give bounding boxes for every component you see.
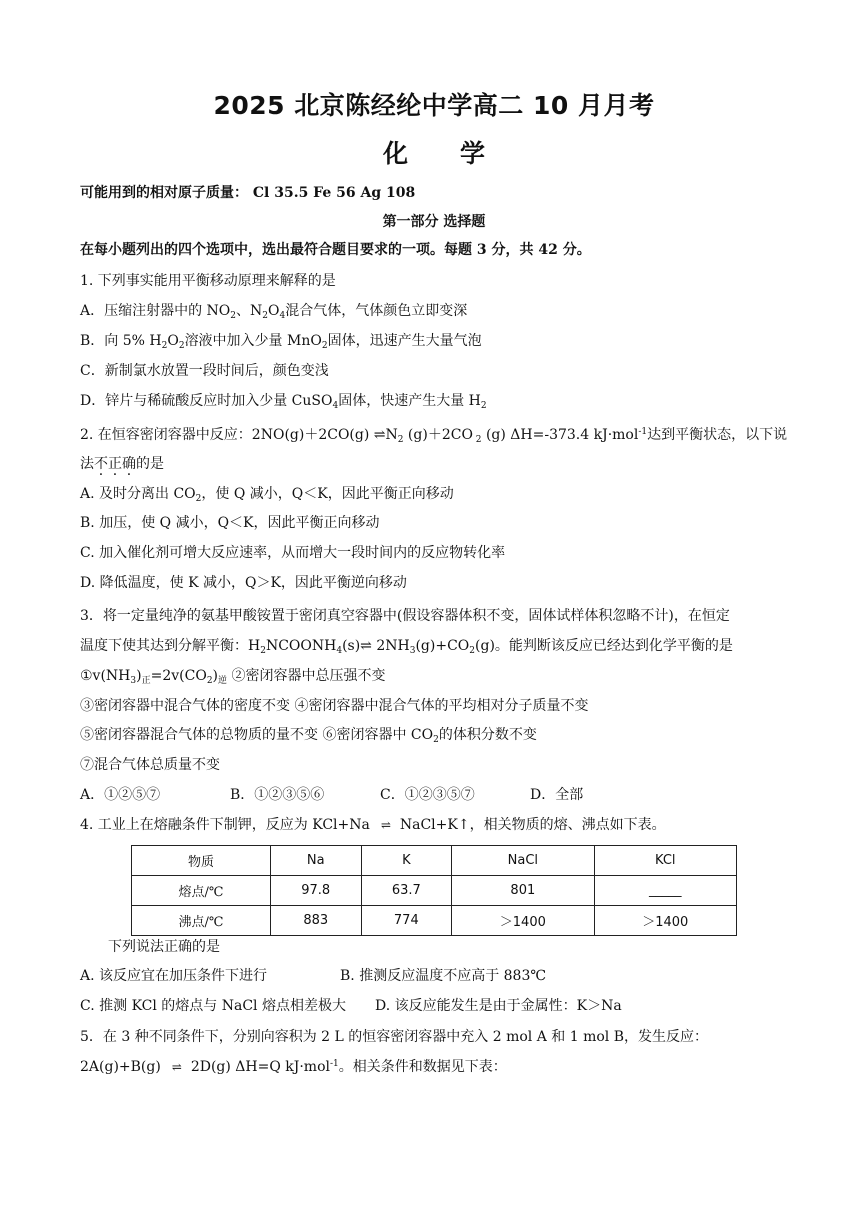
q3-option-b: B．①②③⑤⑥ [230, 787, 325, 803]
q2-option-b: B. 加压，使 Q 减小，Q＜K，因此平衡正向移动 [80, 515, 380, 531]
atomic-masses: 可能用到的相对原子质量： Cl 35.5 Fe 56 Ag 108 [80, 185, 416, 201]
q4-table [131, 845, 737, 936]
q4-options-row1 [80, 966, 808, 986]
table-cell: 801 [452, 876, 594, 906]
q3-option-a: A．①②⑤⑦ [80, 787, 161, 803]
reversible-arrow-icon: ⇌ [171, 1060, 180, 1074]
table-header: KCl [594, 846, 736, 876]
subject-heading [0, 134, 868, 170]
subject-char-2: 学 [460, 139, 486, 168]
table-header: 物质 [132, 846, 271, 876]
q3-option-d: D．全部 [530, 787, 584, 803]
table-row [132, 906, 737, 936]
q3-options [80, 785, 808, 805]
q1-option-b: B．向 5% $H_2O_2$溶液中加入少量 MnO$_2$固体，迅速产生大量气泡 [80, 333, 482, 351]
table-header: NaCl [452, 846, 594, 876]
subject-char-1: 化 [382, 139, 408, 168]
q4-option-a: A. 该反应宜在加压条件下进行 [80, 968, 268, 984]
q4-option-d: D. 该反应能发生是由于金属性：K＞Na [375, 998, 622, 1014]
q1-option-c: C．新制氯水放置一段时间后，颜色变浅 [80, 363, 329, 379]
q4-option-b: B. 推测反应温度不应高于 883℃ [340, 968, 547, 984]
q1-option-d: D．锌片与稀硫酸反应时加入少量 CuSO$_4$固体，快速产生大量 $H_2$ [80, 393, 487, 411]
table-cell: 774 [361, 906, 452, 936]
q3-stem-line2: 温度下使其达到分解平衡：$H_2NCOONH_4(s)\rightleftharpoons$ $2NH_3(g)+CO_2(g)$。能判断该反应已经达到化学平衡的是 [80, 638, 733, 656]
table-header: K [361, 846, 452, 876]
q5-stem-line1: 5．在 3 种不同条件下，分别向容积为 2 L 的恒容密闭容器中充入 2 mol A 和 1 mol B，发生反应： [80, 1029, 708, 1045]
q3-condition-3: ⑤密闭容器混合气体的总物质的量不变 ⑥密闭容器中 $CO_2$的体积分数不变 [80, 727, 537, 745]
q3-condition-1: $①v(NH_3)_正=2v(CO_2)_逆$ ②密闭容器中总压强不变 [80, 668, 386, 686]
q5-stem-line2: 2A(g)+B(g) ⇌ 2D(g) ΔH=Q kJ·mol$^{-1}$。相关条件和数据见下表： [80, 1059, 507, 1075]
q1-stem: 1. 下列事实能用平衡移动原理来解释的是 [80, 273, 336, 289]
q4-prompt: 下列说法正确的是 [108, 939, 220, 955]
q3-condition-2: ③密闭容器中混合气体的密度不变 ④密闭容器中混合气体的平均相对分子质量不变 [80, 698, 589, 714]
exam-title: 2025 北京陈经纶中学高二 10 月月考 [213, 91, 655, 120]
table-header: Na [270, 846, 361, 876]
q4-options-row2 [80, 996, 808, 1016]
q2-stem-line2: 法不正确的是 [80, 456, 164, 472]
table-cell: 沸点/℃ [132, 906, 271, 936]
table-cell: ＞1400 [594, 906, 736, 936]
table-cell: _____ [594, 876, 736, 906]
reversible-arrow-icon: ⇌ [380, 818, 389, 832]
q2-option-a: A. 及时分离出 $CO_2$，使 Q 减小，Q＜K，因此平衡正向移动 [80, 486, 454, 504]
q3-stem-line1: 3．将一定量纯净的氨基甲酸铵置于密闭真空容器中(假设容器体积不变，固体试样体积忽略不计)，在恒定 [80, 608, 730, 624]
q3-condition-4: ⑦混合气体总质量不变 [80, 757, 220, 773]
table-cell: 883 [270, 906, 361, 936]
table-row [132, 846, 737, 876]
q4-option-c: C. 推测 KCl 的熔点与 NaCl 熔点相差极大 [80, 998, 346, 1014]
table-cell: 63.7 [361, 876, 452, 906]
q1-option-a: A．压缩注射器中的 $NO_2$、$N_2O_4$混合气体，气体颜色立即变深 [80, 303, 468, 321]
table-row [132, 876, 737, 906]
q2-option-c: C. 加入催化剂可增大反应速率，从而增大一段时间内的反应物转化率 [80, 545, 506, 561]
table-cell: ＞1400 [452, 906, 594, 936]
part1-heading: 第一部分 选择题 [382, 214, 486, 230]
table-cell: 97.8 [270, 876, 361, 906]
q2-option-d: D. 降低温度，使 K 减小，Q＞K，因此平衡逆向移动 [80, 575, 407, 591]
q2-stem-line1: 2. 在恒容密闭容器中反应：2NO(g)＋2CO(g) $\rightleftharpoons N_2$ (g)＋2CO $_2$ (g) ΔH=-373.4 kJ·mol$^{-1}$达到平衡状态，以下说 [80, 427, 788, 445]
q4-stem: 4. 工业上在熔融条件下制钾，反应为 KCl+Na ⇌ NaCl+K↑，相关物质的熔、沸点如下表。 [80, 817, 666, 833]
q3-option-c: C．①②③⑤⑦ [380, 787, 475, 803]
table-cell: 熔点/℃ [132, 876, 271, 906]
part1-instruction: 在每小题列出的四个选项中，选出最符合题目要求的一项。每题 3 分，共 42 分。 [80, 242, 591, 258]
